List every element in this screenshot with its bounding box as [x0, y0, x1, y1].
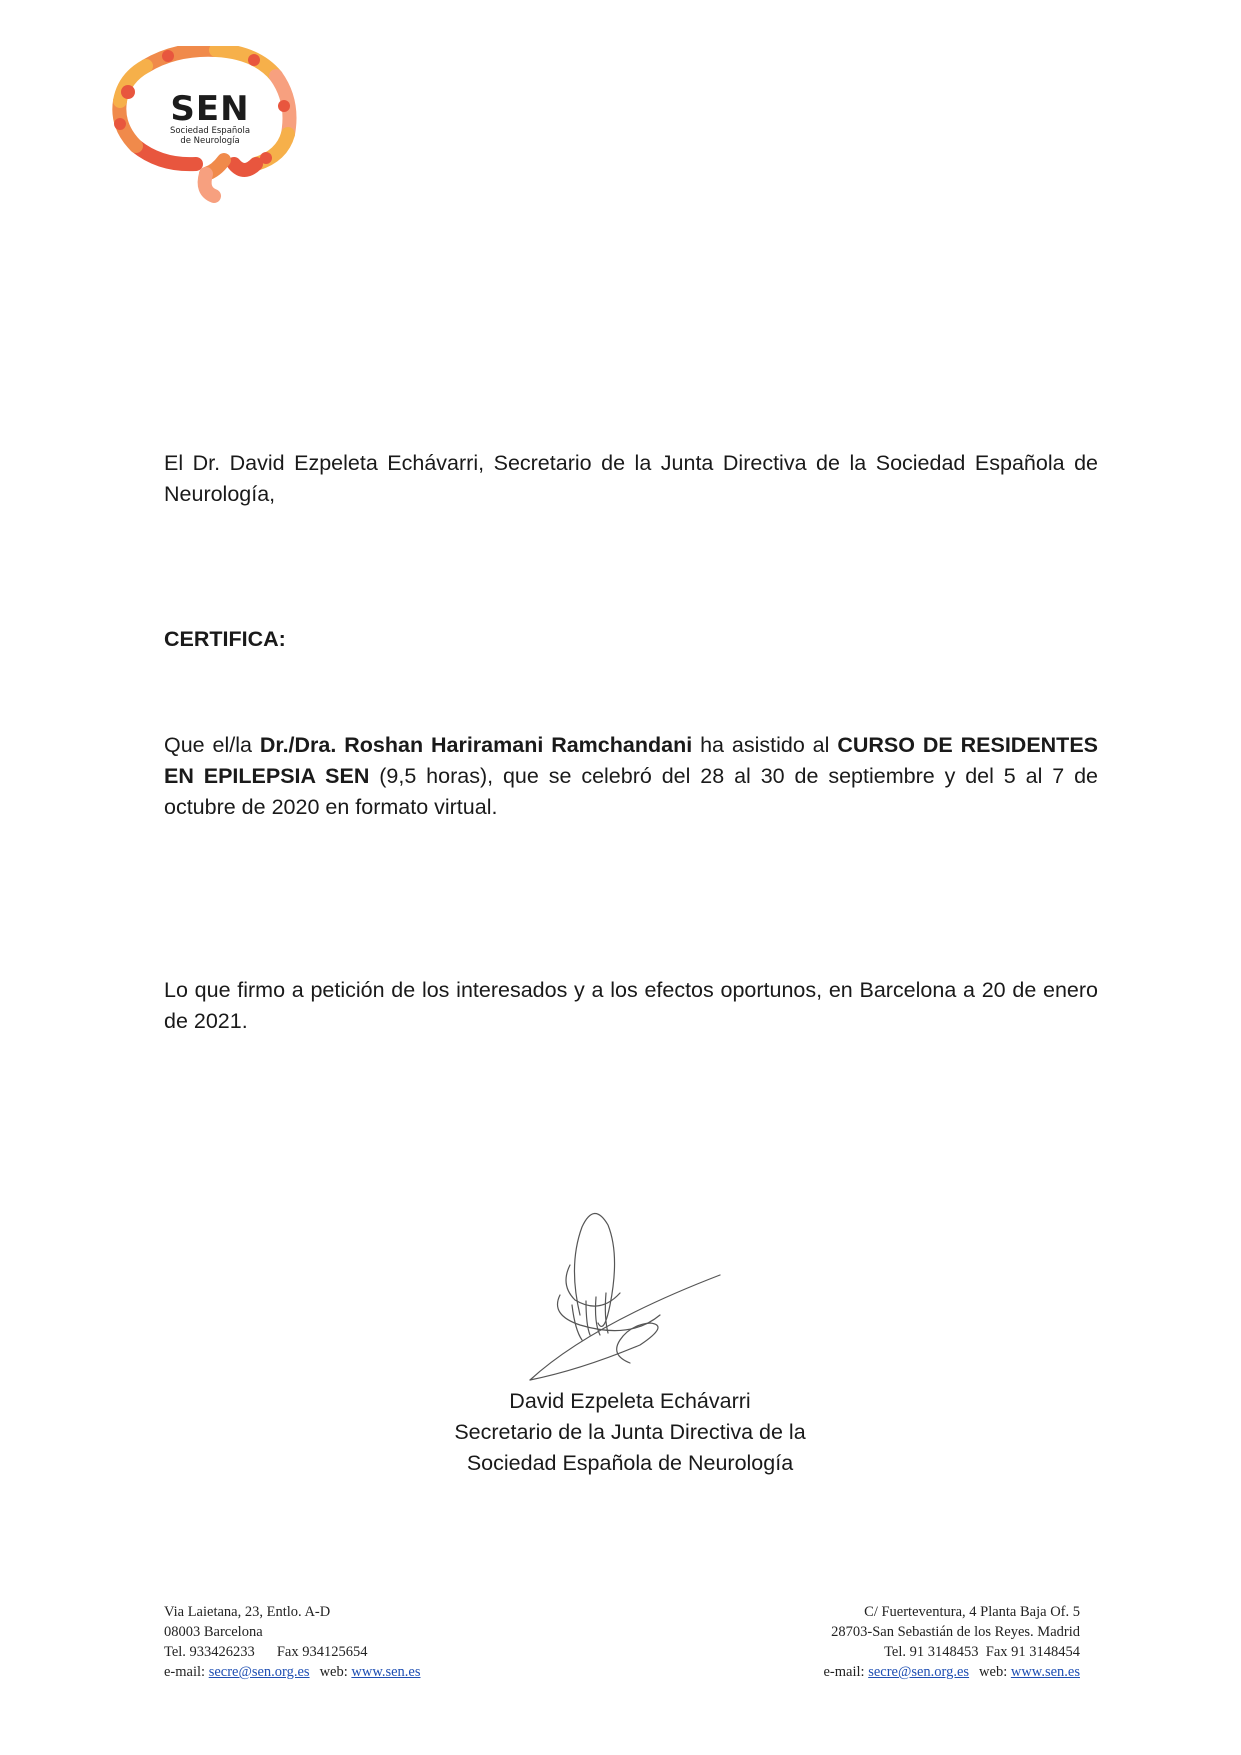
footer-madrid-address [700, 1602, 1080, 1682]
footer-right-city: 28703-San Sebastián de los Reyes. Madrid [831, 1624, 1080, 1640]
footer-left-city: 08003 Barcelona [164, 1624, 263, 1640]
footer-left-web-label: web: [319, 1664, 348, 1680]
footer-right-contact [700, 1662, 1080, 1682]
footer-right-email-link[interactable]: secre@sen.org.es [868, 1664, 970, 1680]
certifica-heading: CERTIFICA: [164, 627, 286, 651]
footer-right-phone-fax [700, 1642, 1080, 1662]
footer-right-web-link[interactable]: www.sen.es [1010, 1664, 1080, 1680]
footer-left-email-label: e-mail: [164, 1664, 206, 1680]
footer-right-fax: Fax 91 3148454 [985, 1644, 1080, 1660]
attendee-name: Dr./Dra. Roshan Hariramani Ramchandani [259, 733, 693, 757]
certificate-body [164, 730, 1098, 823]
signatory-role-line1: Secretario de la Junta Directiva de la [454, 1420, 806, 1444]
logo-subtitle-line1: Sociedad Española [169, 126, 251, 136]
footer-right-tel: Tel. 91 3148453 [884, 1644, 979, 1660]
signatory-block [380, 1386, 880, 1479]
footer-left-email-link[interactable]: secre@sen.org.es [208, 1664, 310, 1680]
footer-right-email-label: e-mail: [823, 1664, 865, 1680]
body-text-3: (9,5 horas), que se celebró del 28 al 30 de septiembre y del 5 al 7 de octubre de 2020 en formato virtual. [164, 764, 1098, 819]
signatory-role-line2: Sociedad Española de Neurología [466, 1451, 794, 1475]
footer-barcelona-address [164, 1602, 544, 1682]
signatory-name: David Ezpeleta Echávarri [509, 1389, 751, 1413]
intro-paragraph: El Dr. David Ezpeleta Echávarri, Secretario de la Junta Directiva de la Sociedad Española de Neurología, [164, 451, 1098, 506]
footer-left-contact [164, 1662, 544, 1682]
footer-right-web-label: web: [979, 1664, 1008, 1680]
body-text-1: Que el/la [164, 733, 260, 757]
footer-left-web-link[interactable]: www.sen.es [351, 1664, 421, 1680]
logo-text [100, 89, 320, 146]
footer-left-street: Via Laietana, 23, Entlo. A-D [164, 1604, 331, 1620]
footer-right-street: C/ Fuerteventura, 4 Planta Baja Of. 5 [864, 1604, 1080, 1620]
course-name: CURSO DE RESIDENTES EN EPILEPSIA SEN [164, 733, 1098, 788]
logo-abbreviation: SEN [170, 89, 250, 129]
closing-paragraph: Lo que firmo a petición de los interesados y a los efectos oportunos, en Barcelona a 20 de enero de 2021. [164, 978, 1098, 1033]
footer-left-phone-fax [164, 1642, 544, 1662]
body-text-2: ha asistido al [692, 733, 838, 757]
footer-left-tel: Tel. 933426233 [164, 1644, 255, 1660]
logo-subtitle-line2: de Neurología [180, 136, 240, 146]
handwritten-signature [520, 1205, 730, 1395]
footer-left-fax: Fax 934125654 [276, 1644, 368, 1660]
